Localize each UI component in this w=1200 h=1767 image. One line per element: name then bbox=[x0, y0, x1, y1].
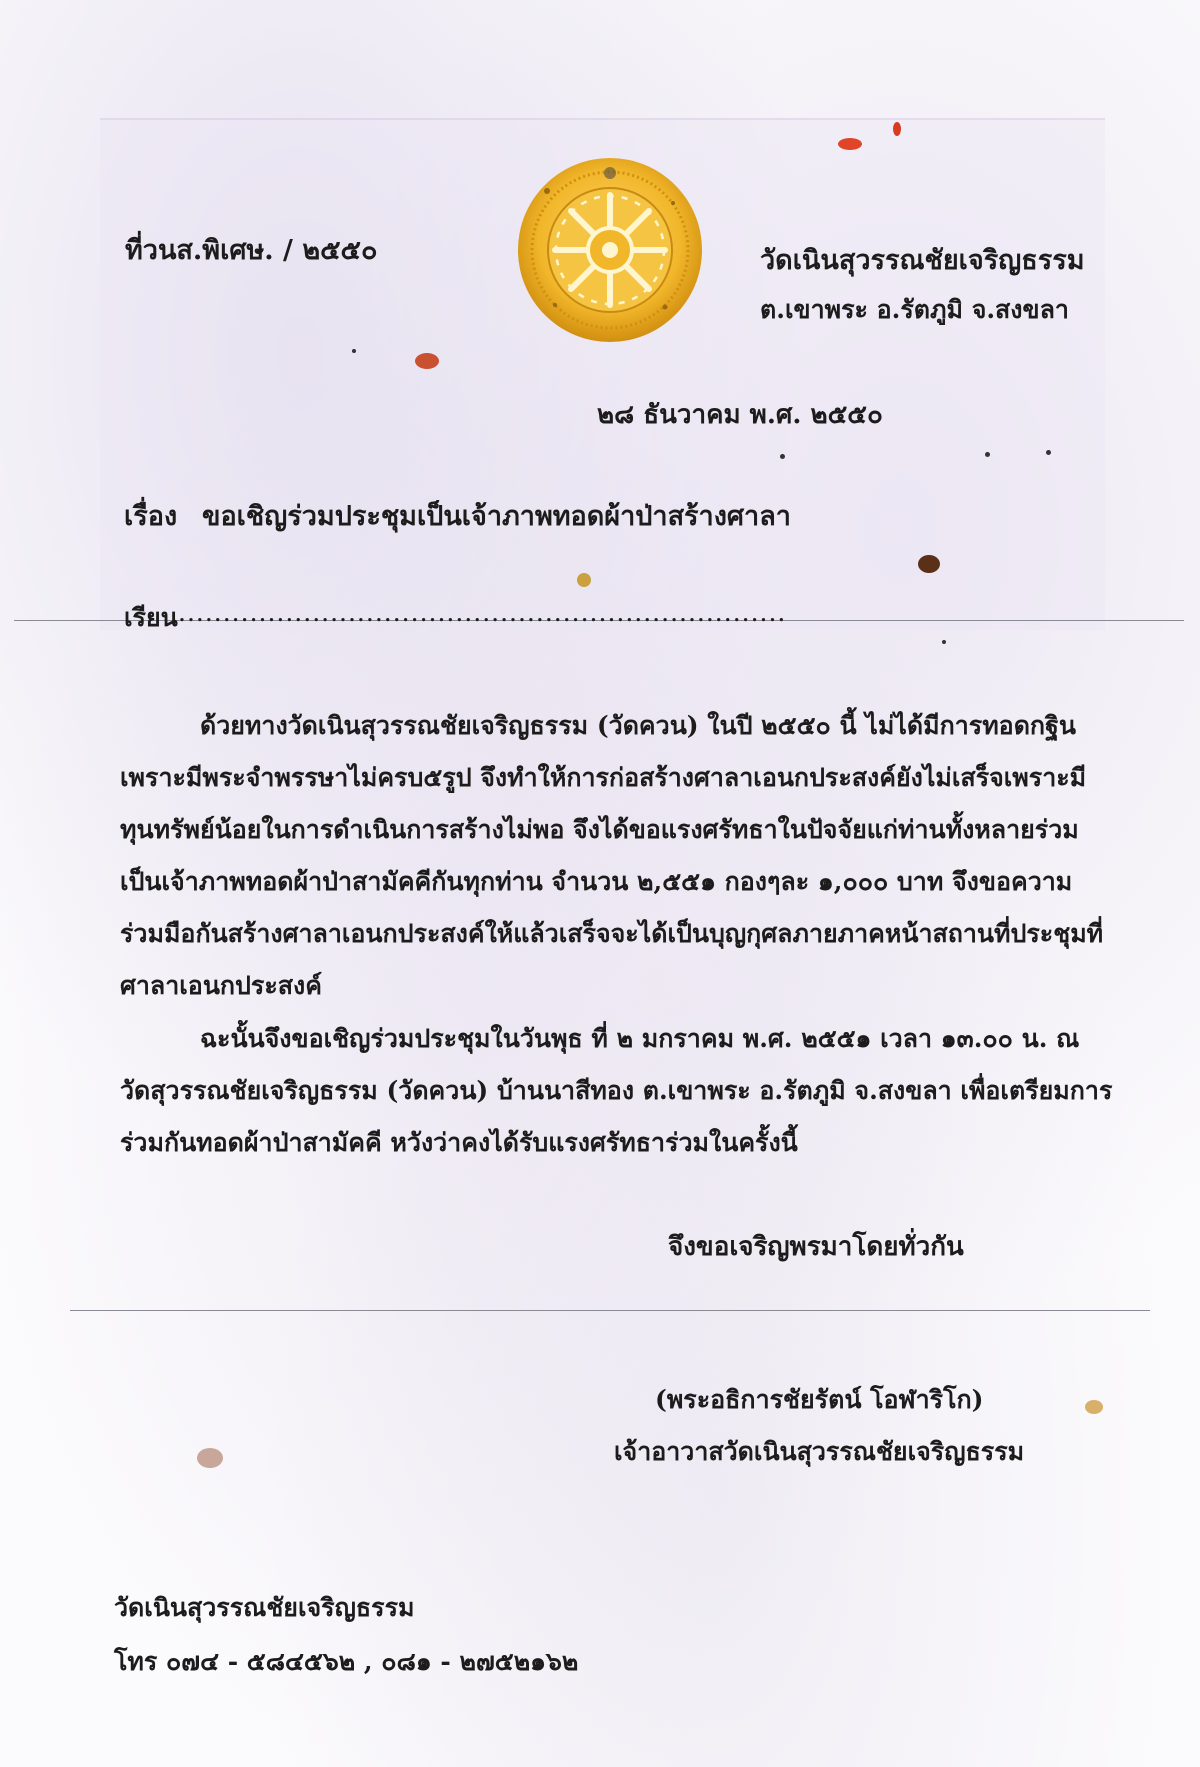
paper-fleck bbox=[1085, 1400, 1103, 1414]
paper-fleck bbox=[197, 1448, 223, 1468]
paper-fleck bbox=[577, 573, 591, 587]
paper-fleck bbox=[352, 349, 356, 353]
paper-fleck bbox=[838, 138, 862, 150]
footer-organization: วัดเนินสุวรรณชัยเจริญธรรม bbox=[114, 1593, 415, 1622]
signatory-name: (พระอธิการชัยรัตน์ โอฬาริโก) bbox=[655, 1385, 984, 1414]
paper-fleck bbox=[942, 640, 946, 644]
subject-label: เรื่อง bbox=[124, 501, 178, 532]
organization-name: วัดเนินสุวรรณชัยเจริญธรรม bbox=[760, 245, 1085, 276]
paper-fleck bbox=[780, 454, 785, 459]
body-line: เป็นเจ้าภาพทอดผ้าป่าสามัคคีกันทุกท่าน จำนวน ๒,๕๕๑ กองๆละ ๑,๐๐๐ บาท จึงขอความ bbox=[120, 867, 1073, 896]
salutation-blank: .................................................................... bbox=[178, 598, 787, 627]
paper-fleck bbox=[918, 555, 940, 573]
body-line: ศาลาเอนกประสงค์ bbox=[120, 971, 322, 1000]
organization-address: ต.เขาพระ อ.รัตภูมิ จ.สงขลา bbox=[760, 295, 1069, 324]
signatory-title: เจ้าอาวาสวัดเนินสุวรรณชัยเจริญธรรม bbox=[614, 1437, 1025, 1466]
letter-date: ๒๘ ธันวาคม พ.ศ. ๒๕๕๐ bbox=[597, 400, 883, 430]
body-paragraph-2 bbox=[120, 1013, 1113, 1169]
closing-phrase: จึงขอเจริญพรมาโดยทั่วกัน bbox=[668, 1232, 964, 1262]
body-line: ฉะนั้นจึงขอเชิญร่วมประชุมในวันพุธ ที่ ๒ มกราคม พ.ศ. ๒๕๕๑ เวลา ๑๓.๐๐ น. ณ bbox=[200, 1024, 1080, 1053]
body-line: เพราะมีพระจำพรรษาไม่ครบ๕รูป จึงทำให้การก่อสร้างศาลาเอนกประสงค์ยังไม่เสร็จเพราะมี bbox=[120, 763, 1087, 792]
body-line: วัดสุวรรณชัยเจริญธรรม (วัดควน) บ้านนาสีทอง ต.เขาพระ อ.รัตภูมิ จ.สงขลา เพื่อเตรียมการ bbox=[120, 1076, 1113, 1105]
body-line: ทุนทรัพย์น้อยในการดำเนินการสร้างไม่พอ จึงได้ขอแรงศรัทธาในปัจจัยแก่ท่านทั้งหลายร่วม bbox=[120, 815, 1079, 844]
dharma-wheel-seal-icon bbox=[515, 155, 705, 345]
footer-phone: โทร ๐๗๔ - ๕๘๔๕๖๒ , ๐๘๑ - ๒๗๕๒๑๖๒ bbox=[114, 1647, 579, 1676]
body-paragraph-1 bbox=[120, 700, 1110, 1012]
reference-number: ที่วนส.พิเศษ. / ๒๕๕๐ bbox=[125, 235, 378, 266]
body-line: ด้วยทางวัดเนินสุวรรณชัยเจริญธรรม (วัดควน) ในปี ๒๕๕๐ นี้ ไม่ได้มีการทอดกฐิน bbox=[200, 711, 1076, 740]
paper-fleck bbox=[985, 452, 990, 457]
body-line: ร่วมมือกันสร้างศาลาเอนกประสงค์ให้แล้วเสร็จจะได้เป็นบุญกุศลภายภาคหน้าสถานที่ประชุมที่ bbox=[120, 919, 1104, 948]
subject-text: ขอเชิญร่วมประชุมเป็นเจ้าภาพทอดผ้าป่าสร้างศาลา bbox=[202, 501, 791, 532]
paper-fleck bbox=[893, 122, 901, 136]
body-line: ร่วมกันทอดผ้าป่าสามัคคี หวังว่าคงได้รับแรงศรัทธาร่วมในครั้งนี้ bbox=[120, 1128, 798, 1157]
paper-fleck bbox=[415, 353, 439, 369]
paper-fold-line bbox=[70, 1310, 1150, 1311]
salutation-label: เรียน bbox=[124, 603, 178, 632]
paper-fleck bbox=[1046, 450, 1051, 455]
